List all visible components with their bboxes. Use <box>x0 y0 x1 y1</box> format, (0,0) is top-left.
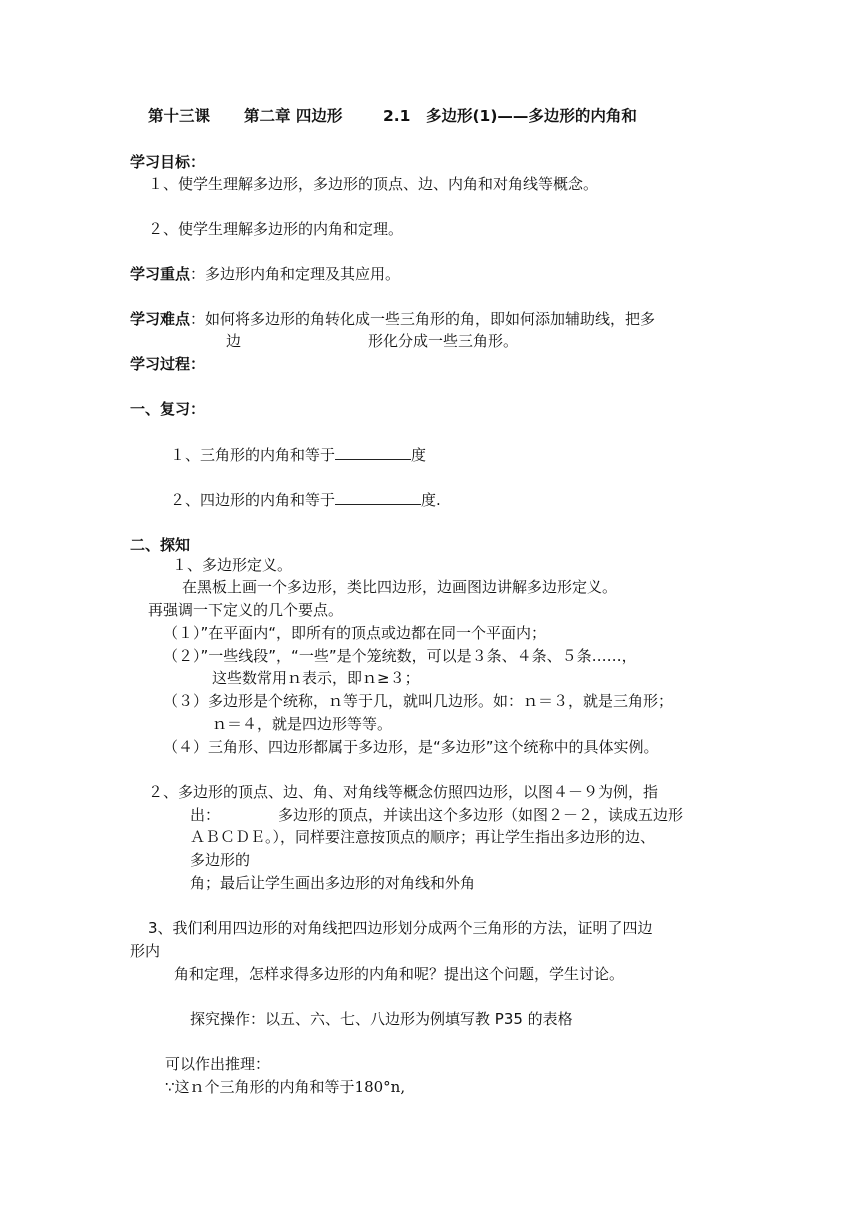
review-question-2-unit: 度. <box>421 491 441 509</box>
difficulty-label: 学习难点 <box>130 310 191 328</box>
explore-heading: 二、探知 <box>130 536 191 554</box>
review-question-1 <box>170 444 426 465</box>
explore-p2-line: 多边形的 <box>190 851 251 869</box>
reasoning-intro: 可以作出推理： <box>165 1055 271 1073</box>
review-question-2-text: ２、四边形的内角和等于 <box>170 491 336 509</box>
objective-item: １、使学生理解多边形，多边形的顶点、边、内角和对角线等概念。 <box>148 175 599 193</box>
chapter-label: 第二章 四边形 <box>244 107 343 125</box>
definition-point-1: （１）”在平面内“，即所有的顶点或边都在同一个平面内； <box>163 624 547 642</box>
objective-item: ２、使学生理解多边形的内角和定理。 <box>148 220 404 238</box>
explore-p1-line: 再强调一下定义的几个要点。 <box>148 601 344 619</box>
reasoning-because-formula: 180°n, <box>354 1078 406 1096</box>
reasoning-because <box>165 1077 405 1097</box>
answer-blank[interactable] <box>335 489 421 505</box>
key-point-text: ：多边形内角和定理及其应用。 <box>190 265 401 283</box>
review-question-2 <box>170 489 441 510</box>
difficulty-cont-a: 边 <box>226 332 242 350</box>
explore-p2-line: 角；最后让学生画出多边形的对角线和外角 <box>190 874 476 892</box>
key-point <box>130 264 400 284</box>
explore-p1-title: １、多边形定义。 <box>172 556 293 574</box>
review-question-1-unit: 度 <box>411 446 427 464</box>
process-heading: 学习过程： <box>130 355 206 373</box>
difficulty-text: ：如何将多边形的角转化成一些三角形的角，即如何添加辅助线，把多 <box>190 310 656 328</box>
explore-p2-line: 多边形的顶点，并读出这个多边形（如图２－２，读成五边形 <box>278 806 684 824</box>
difficulty <box>130 309 655 329</box>
lesson-label: 第十三课 <box>148 107 211 125</box>
explore-p1-line: 在黑板上画一个多边形，类比四边形，边画图边讲解多边形定义。 <box>182 578 618 596</box>
section-title: 2.1 多边形(1)——多边形的内角和 <box>383 107 637 125</box>
review-question-1-text: １、三角形的内角和等于 <box>170 446 336 464</box>
definition-point-3: （３）多边形是个统称，ｎ等于几，就叫几边形。如：ｎ＝３，就是三角形； <box>163 692 674 710</box>
definition-point-2: （２）”一些线段”，“一些”是个笼统数，可以是３条、４条、５条……， <box>163 647 637 665</box>
reasoning-because-text: ∵这ｎ个三角形的内角和等于 <box>165 1078 355 1096</box>
definition-point-3-cont: ｎ＝４，就是四边形等等。 <box>212 715 393 733</box>
explore-p2-line: ＡＢＣＤＥ。），同样要注意按顶点的顺序；再让学生指出多边形的边、 <box>190 828 656 846</box>
review-heading: 一、复习： <box>130 400 206 418</box>
exploration-operation: 探究操作：以五、六、七、八边形为例填写教 P35 的表格 <box>190 1010 573 1028</box>
definition-point-2-cont: 这些数常用ｎ表示，即ｎ≥３； <box>212 669 420 687</box>
explore-p3-line: 3、我们利用四边形的对角线把四边形划分成两个三角形的方法，证明了四边 <box>148 919 653 937</box>
answer-blank[interactable] <box>335 444 411 460</box>
explore-p3-line: 形内 <box>130 942 161 960</box>
explore-p2-line: 出： <box>190 806 221 824</box>
explore-p3-line: 角和定理，怎样求得多边形的内角和呢？提出这个问题，学生讨论。 <box>174 965 625 983</box>
difficulty-cont-b: 形化分成一些三角形。 <box>368 332 519 350</box>
explore-p2-line: ２、多边形的顶点、边、角、对角线等概念仿照四边形，以图４－９为例，指 <box>148 783 659 801</box>
objectives-heading: 学习目标： <box>130 153 206 171</box>
key-point-label: 学习重点 <box>130 265 191 283</box>
definition-point-4: （４）三角形、四边形都属于多边形，是“多边形”这个统称中的具体实例。 <box>163 738 659 756</box>
